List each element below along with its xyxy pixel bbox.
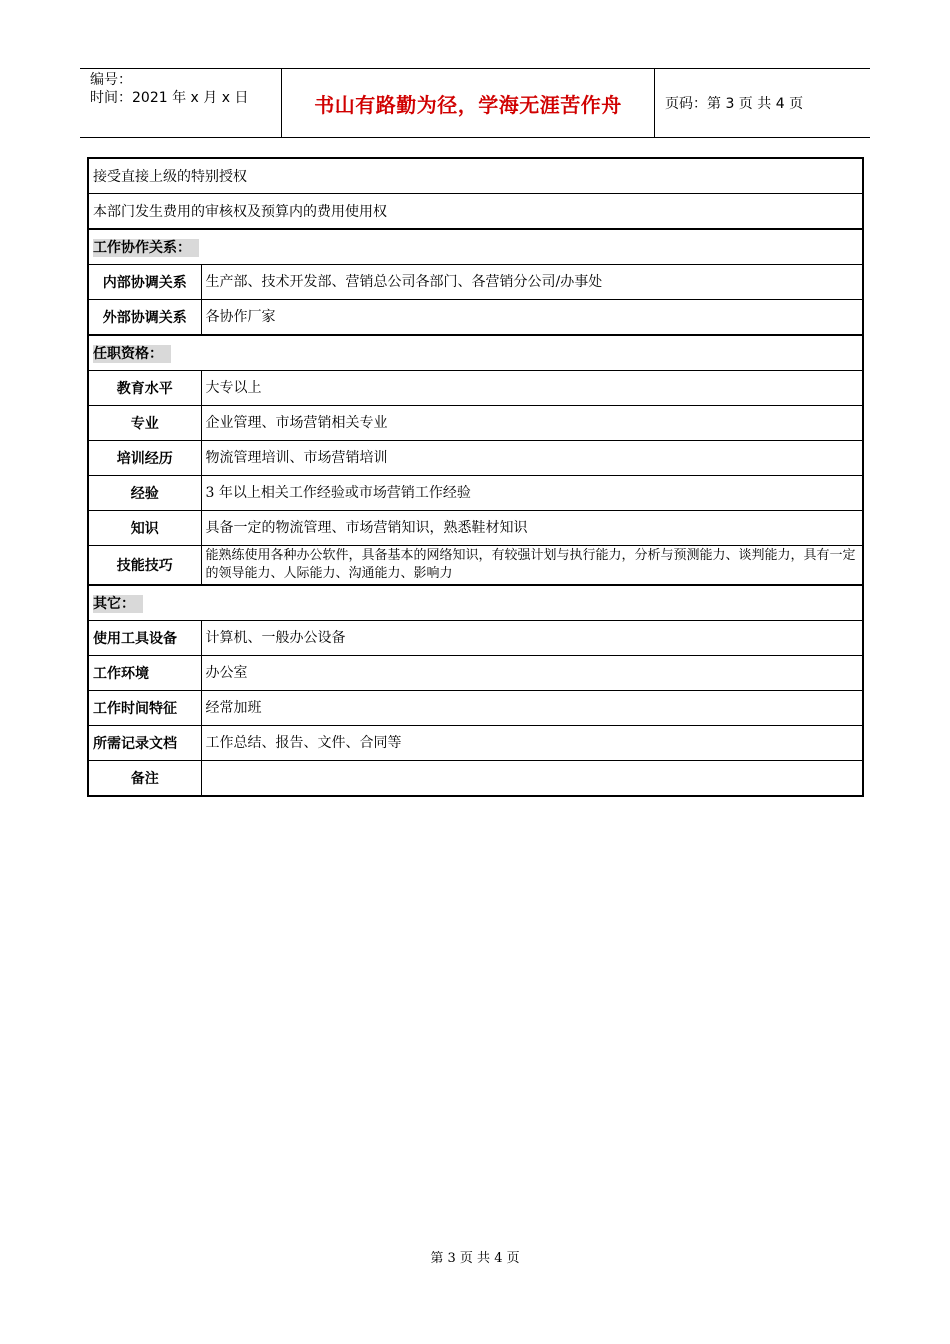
page-header xyxy=(80,68,870,138)
field-label: 工作环境 xyxy=(88,656,201,691)
table-row xyxy=(88,194,863,230)
field-label: 专业 xyxy=(88,406,201,441)
field-value: 工作总结、报告、文件、合同等 xyxy=(201,726,863,761)
table-row xyxy=(88,441,863,476)
table-row xyxy=(88,158,863,194)
document-number-label: 编号： xyxy=(90,72,132,88)
field-value: 办公室 xyxy=(201,656,863,691)
authority-item: 本部门发生费用的审核权及预算内的费用使用权 xyxy=(88,194,863,230)
table-row xyxy=(88,546,863,586)
field-label: 使用工具设备 xyxy=(88,621,201,656)
section-title: 工作协作关系： xyxy=(93,239,199,257)
field-label: 工作时间特征 xyxy=(88,691,201,726)
document-date-label: 时间：2021 年 x 月 x 日 xyxy=(90,90,249,106)
field-value: 物流管理培训、市场营销培训 xyxy=(201,441,863,476)
field-label: 培训经历 xyxy=(88,441,201,476)
header-motto-cell xyxy=(281,69,655,137)
table-row xyxy=(88,621,863,656)
field-value xyxy=(201,761,863,797)
field-value: 生产部、技术开发部、营销总公司各部门、各营销分公司/办事处 xyxy=(201,265,863,300)
table-row xyxy=(88,726,863,761)
header-meta xyxy=(80,69,281,137)
field-label: 技能技巧 xyxy=(88,546,201,586)
field-label: 内部协调关系 xyxy=(88,265,201,300)
page-footer: 第 3 页 共 4 页 xyxy=(430,1251,520,1266)
section-heading-other xyxy=(88,585,863,621)
field-value: 各协作厂家 xyxy=(201,300,863,336)
field-label: 经验 xyxy=(88,476,201,511)
table-row xyxy=(88,691,863,726)
header-motto: 书山有路勤为径，学海无涯苦作舟 xyxy=(314,92,622,117)
field-label: 教育水平 xyxy=(88,371,201,406)
table-row xyxy=(88,511,863,546)
table-row xyxy=(88,476,863,511)
table-row xyxy=(88,761,863,797)
job-description-table xyxy=(87,157,864,797)
field-label: 所需记录文档 xyxy=(88,726,201,761)
field-label: 备注 xyxy=(88,761,201,797)
section-heading-qualifications xyxy=(88,335,863,371)
field-label: 知识 xyxy=(88,511,201,546)
field-value: 具备一定的物流管理、市场营销知识，熟悉鞋材知识 xyxy=(201,511,863,546)
field-value: 企业管理、市场营销相关专业 xyxy=(201,406,863,441)
field-value: 经常加班 xyxy=(201,691,863,726)
table-row xyxy=(88,656,863,691)
table-row xyxy=(88,371,863,406)
field-value: 3 年以上相关工作经验或市场营销工作经验 xyxy=(201,476,863,511)
field-value: 能熟练使用各种办公软件，具备基本的网络知识，有较强计划与执行能力，分析与预测能力、谈判能力，具有一定的领导能力、人际能力、沟通能力、影响力 xyxy=(201,546,863,586)
table-row xyxy=(88,265,863,300)
table-row xyxy=(88,300,863,336)
table-row xyxy=(88,335,863,371)
header-page-cell xyxy=(655,69,870,137)
section-title: 其它： xyxy=(93,595,143,613)
section-heading-collaboration xyxy=(88,229,863,265)
section-title: 任职资格： xyxy=(93,345,171,363)
field-label: 外部协调关系 xyxy=(88,300,201,336)
authority-item: 接受直接上级的特别授权 xyxy=(88,158,863,194)
field-value: 大专以上 xyxy=(201,371,863,406)
table-row xyxy=(88,585,863,621)
table-row xyxy=(88,406,863,441)
header-page-info: 页码：第 3 页 共 4 页 xyxy=(665,96,804,112)
field-value: 计算机、一般办公设备 xyxy=(201,621,863,656)
table-row xyxy=(88,229,863,265)
